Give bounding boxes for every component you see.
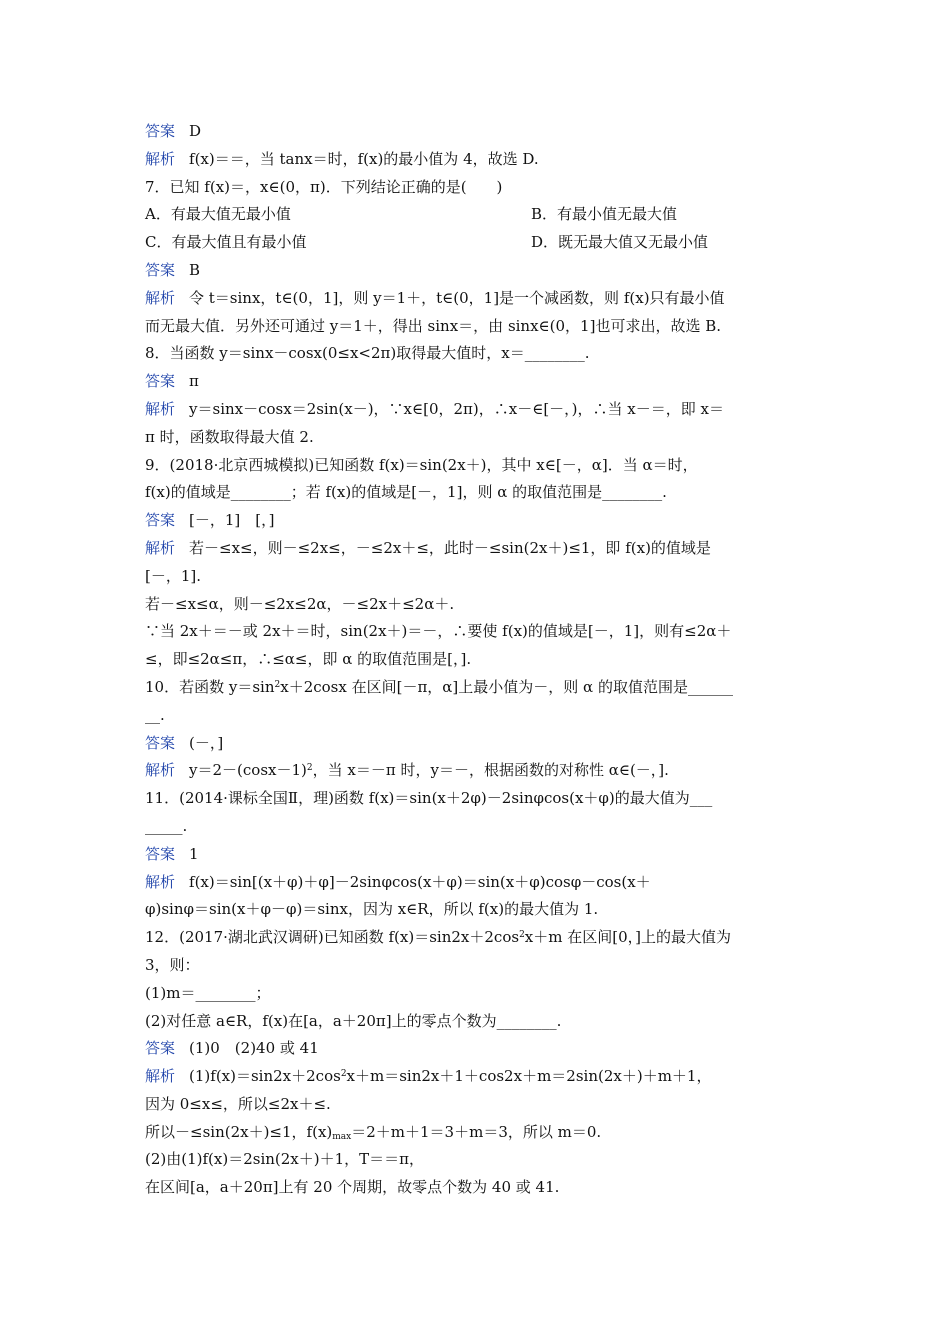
analysis-line-q9 <box>145 535 810 563</box>
text-segment: 所以－≤sin(2x＋)≤1，f(x) <box>145 1122 333 1141</box>
superscript: 2 <box>306 763 313 774</box>
option-b: B．有最小值无最大值 <box>531 205 678 224</box>
text-line: __. <box>145 705 165 724</box>
answer-line-q11 <box>145 841 810 869</box>
text-segment: x＋m 在区间[0，]上的最大值为 <box>524 928 731 947</box>
subscript: max <box>332 1131 352 1142</box>
answer-text: D <box>189 122 202 140</box>
answer-text: π <box>189 372 199 391</box>
analysis-text: 若－≤x≤，则－≤2x≤，－≤2x＋≤，此时－≤sin(2x＋)≤1，即 f(x)的值域是 <box>189 538 711 557</box>
text-line: π 时，函数取得最大值 2. <box>145 427 314 446</box>
analysis-text: 令 t＝sinx，t∈(0，1]，则 y＝1＋，t∈(0，1]是一个减函数，则 f(x)只有最小值 <box>189 288 725 307</box>
superscript: 2 <box>340 1069 347 1080</box>
analysis-label: 解析 <box>145 1067 176 1086</box>
analysis-line-q8 <box>145 396 810 424</box>
analysis-label: 解析 <box>145 149 176 168</box>
superscript: 2 <box>274 679 281 690</box>
text-line: _____. <box>145 816 188 835</box>
question-10 <box>145 674 810 702</box>
question-8: 8．当函数 y＝sinx－cosx(0≤x<2π)取得最大值时，x＝________. <box>145 344 590 363</box>
text-segment: x＋2cosx 在区间[－π，α]上最小值为－，则 α 的取值范围是______ <box>280 677 733 696</box>
analysis-label: 解析 <box>145 288 176 307</box>
analysis-line-q10 <box>145 757 810 785</box>
analysis-line-q12 <box>145 1063 810 1091</box>
answer-line-q12 <box>145 1035 810 1063</box>
analysis-text: y＝sinx－cosx＝2sin(x－)，∵x∈[0，2π)，∴x－∈[－，)，∴当 x－＝，即 x＝ <box>189 399 724 418</box>
analysis-label: 解析 <box>145 399 176 418</box>
text-line: (2)对任意 a∈R，f(x)在[a，a＋20π]上的零点个数为________. <box>145 1011 562 1030</box>
text-line: ∵当 2x＋＝－或 2x＋＝时，sin(2x＋)＝－，∴要使 f(x)的值域是[－，1]，则有≤2α＋ <box>145 622 732 641</box>
analysis-text: f(x)＝＝，当 tanx＝时，f(x)的最小值为 4，故选 D. <box>189 149 539 168</box>
answer-label: 答案 <box>145 1039 176 1058</box>
text-line: [－，1]. <box>145 566 202 585</box>
question-9: 9．(2018·北京西城模拟)已知函数 f(x)＝sin(2x＋)，其中 x∈[－，α]．当 α＝时， <box>145 455 698 474</box>
text-line: 在区间[a，a＋20π]上有 20 个周期，故零点个数为 40 或 41. <box>145 1178 560 1197</box>
answer-label: 答案 <box>145 511 176 530</box>
text-line: 3，则： <box>145 955 200 974</box>
options-ab <box>145 201 810 229</box>
text-line: 因为 0≤x≤，所以≤2x＋≤. <box>145 1094 331 1113</box>
option-c: C．有最大值且有最小值 <box>145 233 307 252</box>
text-line <box>145 1119 810 1147</box>
text-segment: x＋m＝sin2x＋1＋cos2x＋m＝2sin(2x＋)＋m＋1， <box>346 1067 712 1086</box>
answer-line-q8 <box>145 368 810 396</box>
question-7: 7．已知 f(x)＝，x∈(0，π)．下列结论正确的是( ) <box>145 177 503 196</box>
question-11: 11．(2014·课标全国Ⅱ，理)函数 f(x)＝sin(x＋2φ)－2sinφcos(x＋φ)的最大值为___ <box>145 789 713 808</box>
analysis-label: 解析 <box>145 538 176 557</box>
answer-line-q7 <box>145 257 810 285</box>
answer-text: (1)0 (2)40 或 41 <box>189 1039 319 1058</box>
option-d: D．既无最大值又无最小值 <box>531 233 709 252</box>
document-page <box>145 118 810 1202</box>
analysis-line-q7 <box>145 285 810 313</box>
answer-line-q10 <box>145 730 810 758</box>
answer-text: (－，] <box>189 733 224 752</box>
question-12 <box>145 924 810 952</box>
answer-line-q6 <box>145 118 810 146</box>
analysis-label: 解析 <box>145 761 176 780</box>
answer-label: 答案 <box>145 844 176 863</box>
answer-label: 答案 <box>145 733 176 752</box>
option-a: A．有最大值无最小值 <box>145 205 291 224</box>
text-line: 而无最大值．另外还可通过 y＝1＋，得出 sinx＝，由 sinx∈(0，1]也可求出，故选 B. <box>145 316 722 335</box>
text-line: ≤，即≤2α≤π，∴≤α≤，即 α 的取值范围是[，]. <box>145 650 472 669</box>
options-cd <box>145 229 810 257</box>
answer-text: 1 <box>189 844 199 863</box>
text-segment: (1)f(x)＝sin2x＋2cos <box>189 1067 341 1086</box>
answer-label: 答案 <box>145 260 176 279</box>
text-segment: 10．若函数 y＝sin <box>145 677 275 696</box>
answer-label: 答案 <box>145 122 176 140</box>
text-line: f(x)的值域是________；若 f(x)的值域是[－，1]，则 α 的取值范围是________. <box>145 483 667 502</box>
answer-text: [－，1] [，] <box>189 511 275 530</box>
analysis-label: 解析 <box>145 872 176 891</box>
text-line: φ)sinφ＝sin(x＋φ－φ)＝sinx，因为 x∈R，所以 f(x)的最大值为 1. <box>145 900 599 919</box>
text-line: (1)m＝________； <box>145 983 271 1002</box>
text-line: (2)由(1)f(x)＝2sin(2x＋)＋1，T＝＝π， <box>145 1150 425 1169</box>
text-segment: 12．(2017·湖北武汉调研)已知函数 f(x)＝sin2x＋2cos <box>145 928 520 947</box>
text-segment: y＝2－(cosx－1) <box>189 761 307 780</box>
analysis-line-q6 <box>145 146 810 174</box>
answer-label: 答案 <box>145 372 176 391</box>
answer-text: B <box>189 260 201 279</box>
text-segment: ，当 x＝－π 时，y＝－，根据函数的对称性 α∈(－，]. <box>312 761 669 780</box>
text-line: 若－≤x≤α，则－≤2x≤2α，－≤2x＋≤2α＋. <box>145 594 455 613</box>
analysis-text: f(x)＝sin[(x＋φ)＋φ]－2sinφcos(x＋φ)＝sin(x＋φ)cosφ－cos(x＋ <box>189 872 651 891</box>
answer-line-q9 <box>145 507 810 535</box>
superscript: 2 <box>519 930 525 941</box>
text-segment: ＝2＋m＋1＝3＋m＝3，所以 m＝0. <box>351 1122 602 1141</box>
analysis-line-q11 <box>145 869 810 897</box>
